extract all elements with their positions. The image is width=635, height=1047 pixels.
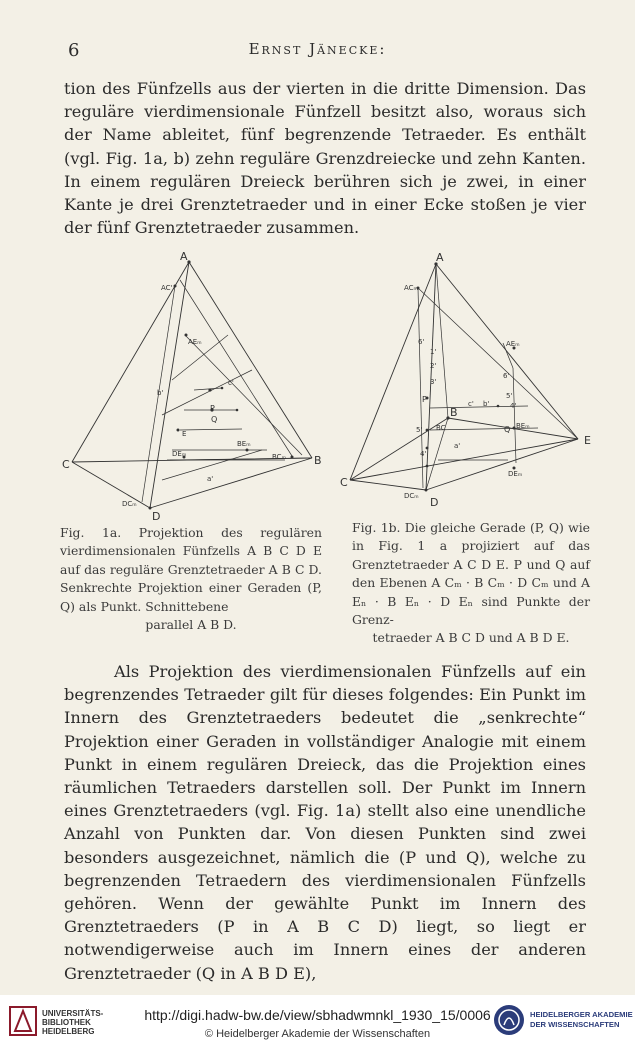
point-dc-label: DCₘ <box>122 500 137 508</box>
point-ac-label: AC' <box>161 284 173 292</box>
academy-line-2: DER WISSENSCHAFTEN <box>530 1020 620 1029</box>
vertex-d-label: D <box>152 510 161 523</box>
figure-1a <box>62 250 332 525</box>
source-url-link[interactable]: http://digi.hadw-bw.de/view/sbhadwmnkl_1930_15/0006 <box>144 1007 491 1023</box>
point-bc-label: BCₘ <box>272 453 286 461</box>
uni-line-2: BIBLIOTHEK <box>42 1018 91 1027</box>
point-e-label: E <box>182 430 187 438</box>
running-head: Ernst Jänecke: <box>248 40 387 58</box>
caption-1b-last-line: tetraeder A B C D und A B D E. <box>372 630 570 646</box>
academy-seal-icon <box>492 1003 526 1037</box>
tick-5-left: 5' <box>416 426 423 434</box>
point-c-label: c' <box>468 400 474 408</box>
point-p-label: P <box>210 404 215 413</box>
caption-fig-1a <box>60 524 322 634</box>
caption-1a-text: Fig. 1a. Projektion des regulären vierdimensionalen Fünfzells A B C D E auf das reguläre Grenztetraeder A B C D. Senkrechte Projektion einer Geraden (P, Q) als Punkt. Schnittebene <box>60 525 322 614</box>
tick-3: 3' <box>430 378 437 386</box>
point-ac-label: ACₘ <box>404 284 418 292</box>
footer-bar <box>0 995 635 1047</box>
point-c-label: c' <box>228 379 234 387</box>
vertex-c-label: C <box>340 476 348 489</box>
point-b-label: b' <box>157 389 164 397</box>
tick-4-left: 4' <box>420 450 427 458</box>
point-be-label: BEₘ <box>237 440 251 448</box>
vertex-b-label: B <box>450 406 458 419</box>
caption-fig-1b <box>352 519 590 648</box>
point-bc-label: BC <box>436 424 446 432</box>
paragraph-projection <box>64 660 586 985</box>
vertex-b-label: B <box>314 454 322 467</box>
tick-4-right: 4' <box>510 402 517 410</box>
point-dc-label: DCₘ <box>404 492 419 500</box>
copyright-notice: © Heidelberger Akademie der Wissenschaften <box>204 1028 431 1040</box>
point-be-label: BEₘ <box>516 422 530 430</box>
tick-2: 2' <box>430 362 437 370</box>
point-b-label: b' <box>483 400 490 408</box>
tick-5-right: 5' <box>506 392 513 400</box>
caption-1b-text: Fig. 1b. Die gleiche Gerade (P, Q) wie in Fig. 1 a projiziert auf das Grenztetraeder A C D E. P und Q auf den Ebenen A Cₘ · B Cₘ · D Cₘ und A Eₙ · B Eₙ · D Eₙ sind Punkte der Grenz- <box>352 520 590 628</box>
point-a-label: a' <box>454 442 461 450</box>
uni-line-3: HEIDELBERG <box>42 1027 95 1036</box>
caption-1a-last-line: parallel A B D. <box>145 617 237 633</box>
academy-line-1: HEIDELBERGER AKADEMIE <box>530 1010 633 1019</box>
vertex-c-label: C <box>62 458 70 471</box>
point-ae-label: AEₘ <box>188 338 202 346</box>
point-de-label: DEₘ <box>508 470 523 478</box>
figure-1b <box>338 248 596 525</box>
paragraph-intro: tion des Fünfzells aus der vierten in die dritte Dimension. Das reguläre vierdimensionale Fünfzell besitzt also, woraus sich der Name ableitet, fünf begrenzende Tetraeder. Es enthält (vgl. Fig. 1a, b) zehn reguläre Grenzdreiecke und zehn Kanten. In einem regulären Dreieck berühren sich je zwei, in einer Kante je drei Grenztetraeder und in einer Ecke stoßen je vier der fünf Grenztetraeder zusammen. <box>64 79 586 238</box>
point-ae-label: AEₘ <box>506 340 520 348</box>
academy-name <box>530 1010 633 1030</box>
point-q-label: Q <box>211 415 218 424</box>
point-a-label: a' <box>207 475 214 483</box>
point-q-label: Q <box>504 425 511 434</box>
vertex-d-label: D <box>430 496 439 509</box>
tick-6-right: 6' <box>503 372 510 380</box>
point-de-label: DEₘ <box>172 450 187 458</box>
vertex-a-label: A <box>180 250 188 263</box>
vertex-e-label: E <box>584 434 591 447</box>
paragraph-projection-text: Als Projektion des vierdimensionalen Fünfzells auf ein begrenzendes Tetraeder gilt für dieses folgendes: Ein Punkt im Innern des Grenztetraeders bedeutet die „senkrechte“ Projektion einer Geraden in vollständiger Analogie mit einem Punkt in einem regulären Dreieck, das die Projektion eines räumlichen Tetraeders darstellen soll. Der Punkt im Innern eines Grenztetraeders (vgl. Fig. 1a) stellt also eine unendliche Anzahl von Punkten dar. Von diesen Punkten sind zwei besonders ausgezeichnet, nämlich die (P und Q), welche zu begrenzenden Tetraedern des vierdimensionalen Fünfzells gehören. Wenn der gewählte Punkt im Innern des Grenztetraeders (P in A B C D) liegt, so liegt er notwendigerweise auch im Innern eines der anderen Grenztetraeder (Q in A B D E), <box>64 662 586 983</box>
vertex-a-label: A <box>436 251 444 264</box>
uni-line-1: UNIVERSITÄTS- <box>42 1009 104 1018</box>
tick-6-left: 6' <box>418 338 425 346</box>
tick-1: 1' <box>430 348 437 356</box>
point-p-label: P <box>422 395 427 404</box>
page-number: 6 <box>68 40 80 61</box>
